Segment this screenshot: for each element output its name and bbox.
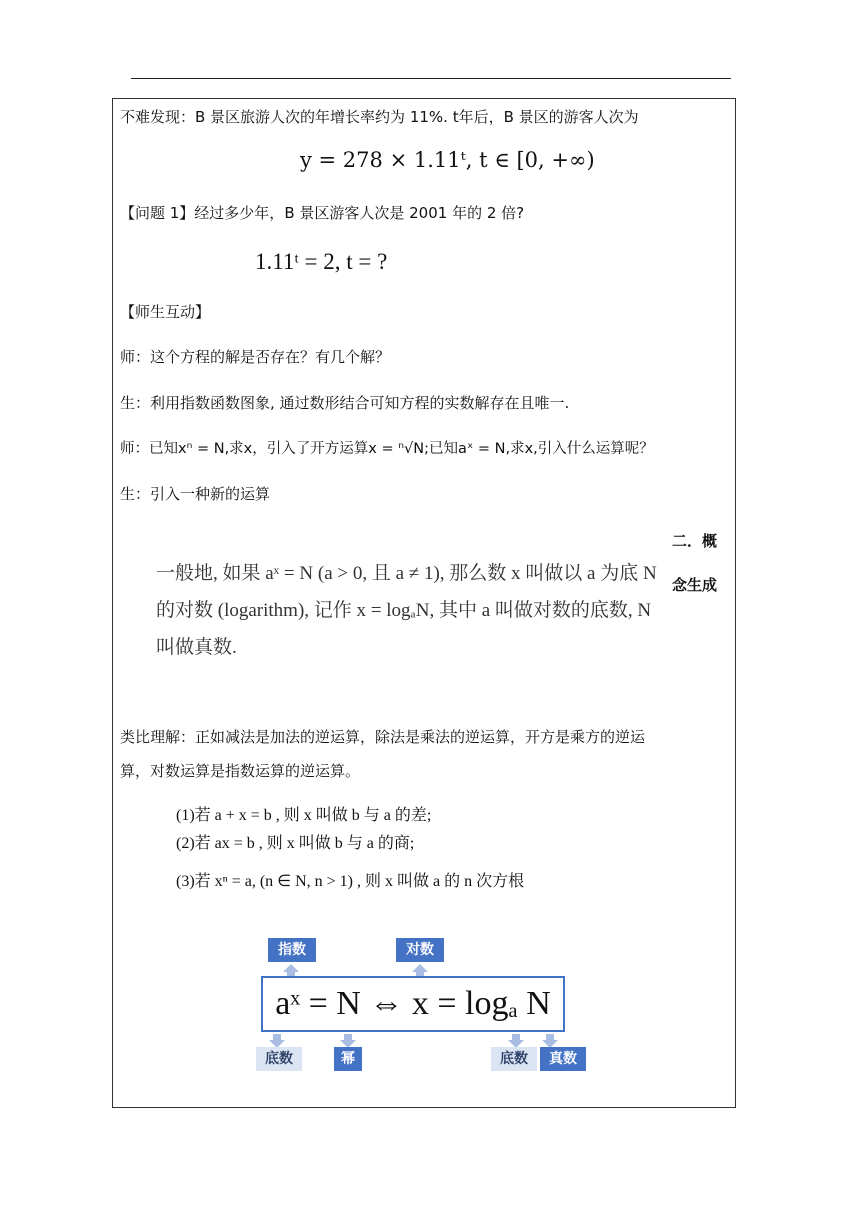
- analogy-item-2: (2)若 ax = b , 则 x 叫做 b 与 a 的商;: [176, 835, 415, 852]
- arrow-up-logarithm: [412, 964, 428, 972]
- student-line-1: 生：利用指数函数图象, 通过数形结合可知方程的实数解存在且唯一.: [120, 394, 570, 412]
- question-1: 【问题 1】经过多少年，B 景区游客人次是 2001 年的 2 倍?: [120, 204, 525, 222]
- arrow-up-exponent: [283, 964, 299, 972]
- teacher-line-2: 师：已知xⁿ = N,求x，引入了开方运算x = ⁿ√N;已知aˣ = N,求x,引入什么运算呢？: [120, 441, 654, 457]
- logarithm-definition: 一般地, 如果 aˣ = N (a > 0, 且 a ≠ 1), 那么数 x 叫做以 a 为底 N 的对数 (logarithm), 记作 x = logₐN, 其中 a 叫做对数的底数, N 叫做真数.: [156, 563, 657, 658]
- question-1-formula: 1.11ᵗ = 2, t = ?: [255, 249, 388, 274]
- section-title-part1: 二．概: [672, 532, 718, 550]
- intro-text: 不难发现：B 景区旅游人次的年增长率约为 11%. t年后，B 景区的游客人次为: [120, 108, 639, 126]
- header-rule: [131, 78, 731, 79]
- label-base-right: 底数: [491, 1047, 537, 1071]
- analogy-line-1: 类比理解：正如减法是加法的逆运算，除法是乘法的逆运算，开方是乘方的逆运: [120, 728, 646, 746]
- section-title-part2: 念生成: [672, 576, 718, 594]
- analogy-item-3: (3)若 xⁿ = a, (n ∈ N, n > 1) , 则 x 叫做 a 的 n 次方根: [176, 873, 525, 890]
- label-exponent: 指数: [268, 938, 316, 962]
- label-base-left: 底数: [256, 1047, 302, 1071]
- teacher-line-1: 师：这个方程的解是否存在？有几个解？: [120, 348, 391, 366]
- analogy-line-2: 算，对数运算是指数运算的逆运算。: [120, 762, 361, 780]
- student-line-2: 生：引入一种新的运算: [120, 485, 271, 503]
- analogy-item-1: (1)若 a + x = b , 则 x 叫做 b 与 a 的差;: [176, 807, 432, 824]
- equivalence-equation: aˣ = N ⇔ x = logₐ N: [275, 985, 551, 1022]
- label-logarithm: 对数: [396, 938, 444, 962]
- interaction-heading: 【师生互动】: [120, 303, 211, 321]
- label-power: 幂: [334, 1047, 362, 1071]
- label-true-number: 真数: [540, 1047, 586, 1071]
- growth-formula: y = 278 × 1.11ᵗ, t ∈ [0, +∞): [300, 148, 595, 172]
